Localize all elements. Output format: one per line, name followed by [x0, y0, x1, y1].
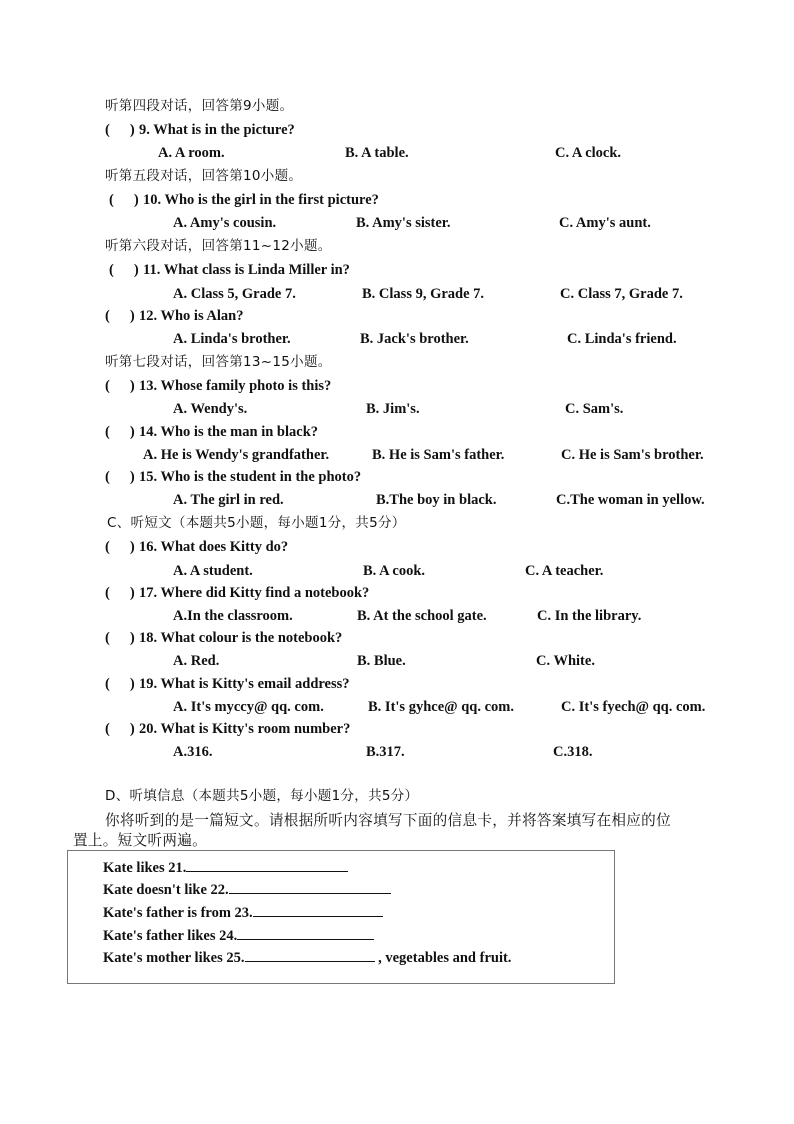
answer-paren[interactable]: ( ) [109, 192, 139, 208]
option-c: C. A clock. [555, 145, 622, 161]
answer-paren[interactable]: ( ) [105, 630, 135, 646]
info-label: Kate's mother likes 25. [103, 950, 245, 966]
section-heading-dialogue-4: 听第四段对话，回答第9小题。 [105, 98, 294, 114]
question-11 [109, 261, 350, 279]
answer-paren[interactable]: ( ) [105, 539, 135, 555]
question-text: 15. Who is the student in the photo? [139, 469, 362, 485]
answer-blank-25[interactable] [245, 948, 375, 962]
question-text: 12. Who is Alan? [139, 308, 244, 324]
question-text: 9. What is in the picture? [139, 122, 295, 138]
question-text: 10. Who is the girl in the first picture? [143, 192, 379, 208]
option-c: C.The woman in yellow. [556, 492, 705, 508]
section-d-instructions-line-2: 置上。短文听两遍。 [73, 832, 208, 849]
option-b: B. He is Sam's father. [372, 447, 505, 463]
option-b: B. Amy's sister. [356, 215, 451, 231]
question-10 [109, 191, 379, 209]
info-label: Kate's father is from 23. [103, 905, 253, 921]
option-b: B. At the school gate. [357, 608, 487, 624]
info-line-21 [103, 858, 348, 877]
section-heading-dialogue-7: 听第七段对话，回答第13~15小题。 [105, 354, 332, 370]
answer-paren[interactable]: ( ) [105, 424, 135, 440]
question-text: 14. Who is the man in black? [139, 424, 319, 440]
question-text: 16. What does Kitty do? [139, 539, 289, 555]
question-14 [105, 423, 318, 441]
question-text: 11. What class is Linda Miller in? [143, 262, 350, 278]
option-a: A. Red. [173, 653, 220, 669]
option-b: B. Jack's brother. [360, 331, 469, 347]
answer-paren[interactable]: ( ) [105, 676, 135, 692]
option-b: B. A cook. [363, 563, 426, 579]
question-16 [105, 538, 288, 556]
question-text: 20. What is Kitty's room number? [139, 721, 351, 737]
option-a: A.In the classroom. [173, 608, 293, 624]
question-text: 19. What is Kitty's email address? [139, 676, 350, 692]
question-9 [105, 121, 295, 139]
option-b: B.The boy in black. [376, 492, 497, 508]
option-c: C. Sam's. [565, 401, 624, 417]
option-a: A. A room. [158, 145, 225, 161]
question-13 [105, 377, 331, 395]
answer-blank-23[interactable] [253, 903, 383, 917]
question-15 [105, 468, 361, 486]
answer-paren[interactable]: ( ) [109, 262, 139, 278]
option-c: C. Linda's friend. [567, 331, 677, 347]
question-19 [105, 675, 350, 693]
answer-paren[interactable]: ( ) [105, 721, 135, 737]
option-b: B.317. [366, 744, 405, 760]
option-b: B. Class 9, Grade 7. [362, 286, 485, 302]
option-c: C. White. [536, 653, 595, 669]
answer-blank-21[interactable] [186, 858, 348, 872]
option-b: B. Blue. [357, 653, 406, 669]
option-c: C. In the library. [537, 608, 642, 624]
question-20 [105, 720, 350, 738]
info-line-23 [103, 903, 383, 922]
option-c: C. Class 7, Grade 7. [560, 286, 683, 302]
section-d-instructions-line-1: 你将听到的是一篇短文。请根据所听内容填写下面的信息卡，并将答案填写在相应的位 [105, 812, 671, 829]
question-18 [105, 629, 342, 647]
question-12 [105, 307, 244, 325]
option-a: A. It's myccy@ qq. com. [173, 699, 324, 715]
question-17 [105, 584, 369, 602]
option-c: C. A teacher. [525, 563, 604, 579]
option-a: A.316. [173, 744, 213, 760]
option-b: B. It's gyhce@ qq. com. [368, 699, 515, 715]
section-heading-c: C、听短文（本题共5小题，每小题1分，共5分） [107, 515, 406, 531]
question-text: 18. What colour is the notebook? [139, 630, 343, 646]
option-c: C. Amy's aunt. [559, 215, 651, 231]
info-label: Kate doesn't like 22. [103, 882, 229, 898]
answer-paren[interactable]: ( ) [105, 122, 135, 138]
info-line-24 [103, 926, 374, 945]
option-c: C. He is Sam's brother. [561, 447, 704, 463]
option-a: A. Linda's brother. [173, 331, 291, 347]
option-a: A. The girl in red. [173, 492, 284, 508]
info-label: Kate likes 21. [103, 860, 187, 876]
info-label: Kate's father likes 24. [103, 928, 238, 944]
answer-blank-22[interactable] [229, 880, 391, 894]
option-a: A. A student. [173, 563, 253, 579]
info-line-22 [103, 880, 391, 899]
option-a: A. Amy's cousin. [173, 215, 277, 231]
section-heading-d: D、听填信息（本题共5小题，每小题1分，共5分） [105, 788, 419, 804]
option-c: C. It's fyech@ qq. com. [561, 699, 706, 715]
question-text: 13. Whose family photo is this? [139, 378, 332, 394]
answer-paren[interactable]: ( ) [105, 469, 135, 485]
info-line-25 [103, 948, 511, 967]
option-a: A. He is Wendy's grandfather. [143, 447, 330, 463]
answer-paren[interactable]: ( ) [105, 378, 135, 394]
info-tail: , vegetables and fruit. [374, 950, 512, 966]
question-text: 17. Where did Kitty find a notebook? [139, 585, 370, 601]
answer-paren[interactable]: ( ) [105, 585, 135, 601]
answer-paren[interactable]: ( ) [105, 308, 135, 324]
option-b: B. A table. [345, 145, 409, 161]
option-b: B. Jim's. [366, 401, 420, 417]
option-a: A. Wendy's. [173, 401, 248, 417]
section-heading-dialogue-5: 听第五段对话，回答第10小题。 [105, 168, 303, 184]
option-c: C.318. [553, 744, 593, 760]
option-a: A. Class 5, Grade 7. [173, 286, 296, 302]
section-heading-dialogue-6: 听第六段对话，回答第11~12小题。 [105, 238, 332, 254]
answer-blank-24[interactable] [237, 926, 374, 940]
